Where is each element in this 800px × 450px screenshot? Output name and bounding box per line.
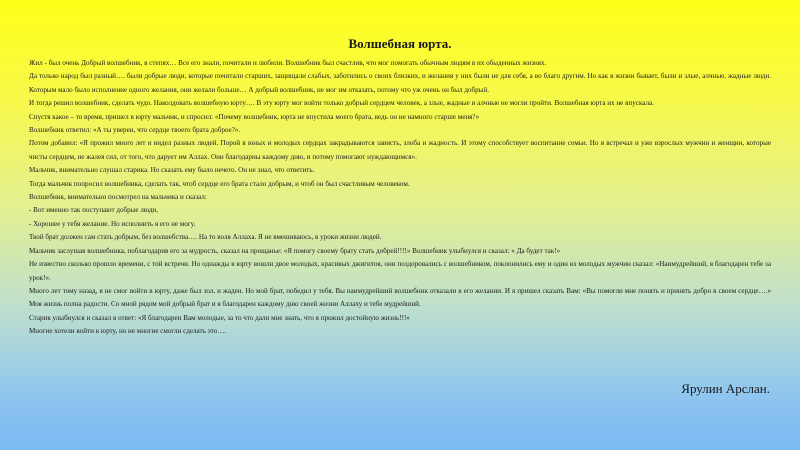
paragraph: Тогда мальчик попросил волшебника, сделать так, чтоб сердце его брата стало добрым, и чтоб он был счастливым человеком. [29, 179, 410, 188]
paragraph: Много лет тому назад, я не смог войти в юрту, даже был зол, и жаден. Но мой брат, победил у тебя. Вы наимудрейший волшебник отказали в его желании. И я пришел сказать Вам: «Вы помогли мне понять и принять добро в своем сердце….» Моя жизнь полна радости. Со мной рядом мой добрый брат и я благодарен каждому дню своей жизни Аллаху и тебе мудрейший. [29, 286, 771, 309]
paragraph: Не известно сколько прошло времени, с той встречи. Но однажды в юрту вошли двое молодых, красивых джигитов, они поздоровались с волшебником, поклонились ему и один из молодых мужчин сказал: «Наимудрейший, я благодарен тебе за урок!». [29, 260, 771, 282]
paragraph: Твой брат должен сам стать добрым, без волшебства…. На то воля Аллаха. Я не вмешиваюсь, в уроки жизни людей. [29, 233, 382, 242]
paragraph: Старик улыбнулся и сказал в ответ: «Я благодарен Вам молодые, за то что дали мне знать, что я прожил достойную жизнь!!!» [29, 313, 410, 322]
paragraph: Многие хотели войти в юрту, но не многие смогли сделать это…. [29, 327, 227, 336]
paragraph: И тогда решил волшебник, сделать чудо. Наколдовать волшебную юрту…. В эту юрту мог войти только добрый сердцем человек, а злые, жадные и алчные не могли пройти. Волшебная юрта их не впускала. [29, 99, 654, 108]
paragraph: Потом добавил: «Я прожил много лет и видел разных людей. Порой в юных и молодых сердцах закрадываются зависть, злоба и жадность. И этому способствует воспитание семьи. Но я встречал и уже взрослых мужчин и женщин, которые чисты сердцем, не жалея сил, от того, что дарует им Аллах. Они благодарны каждому дню, и потому помогают нуждающимся». [29, 139, 771, 161]
paragraph: - Вот именно так поступают добрые люди, [29, 206, 158, 215]
paragraph: Мальчик, внимательно слушал старика. Но сказать ему было нечего. Он не знал, что ответить. [29, 166, 315, 175]
author-signature: Ярулин Арслан. [681, 381, 770, 396]
paragraph: Спустя какое – то время, пришел в юрту мальчик, и спросил: «Почему волшебник, юрта не впустила моего брата, ведь он не намного старше меня?» [29, 112, 480, 121]
story-text [29, 57, 771, 339]
paragraph: Да только народ был разный…. были добрые люди, которые почитали старших, защищали слабых, заботились о своих близких, и желания у них были не для себя, а во благо другим. Но как в жизни бывает, были и злые, алчные, жадные люди. Которым мало было исполнение одного желания, они желали больше… А добрый волшебник, не мог им отказать, потому что уж очень он был добрый. [29, 72, 771, 94]
paragraph: Волшебник, внимательно посмотрел на мальчика и сказал: [29, 193, 207, 202]
paragraph: Мальчик заслушав волшебника, поблагодарив его за мудрость, сказал на прощанье: «Я помогу своему брату стать добрей!!!!» Волшебник улыбнулся и сказал: « Да будет так!» [29, 246, 561, 255]
paragraph: Волшебник ответил: «А ты уверен, что сердце твоего брата доброе?». [29, 126, 241, 135]
paragraph: Жил - был очень Добрый волшебник, в степях… Все его знали, почитали и любили. Волшебник был счастлив, что мог помогать обычным людям в их обыденных жизнях. [29, 59, 547, 67]
paragraph: - Хорошее у тебя желание. Но исполнить я его не могу. [29, 219, 196, 228]
slide-title: Волшебная юрта. [348, 36, 452, 51]
